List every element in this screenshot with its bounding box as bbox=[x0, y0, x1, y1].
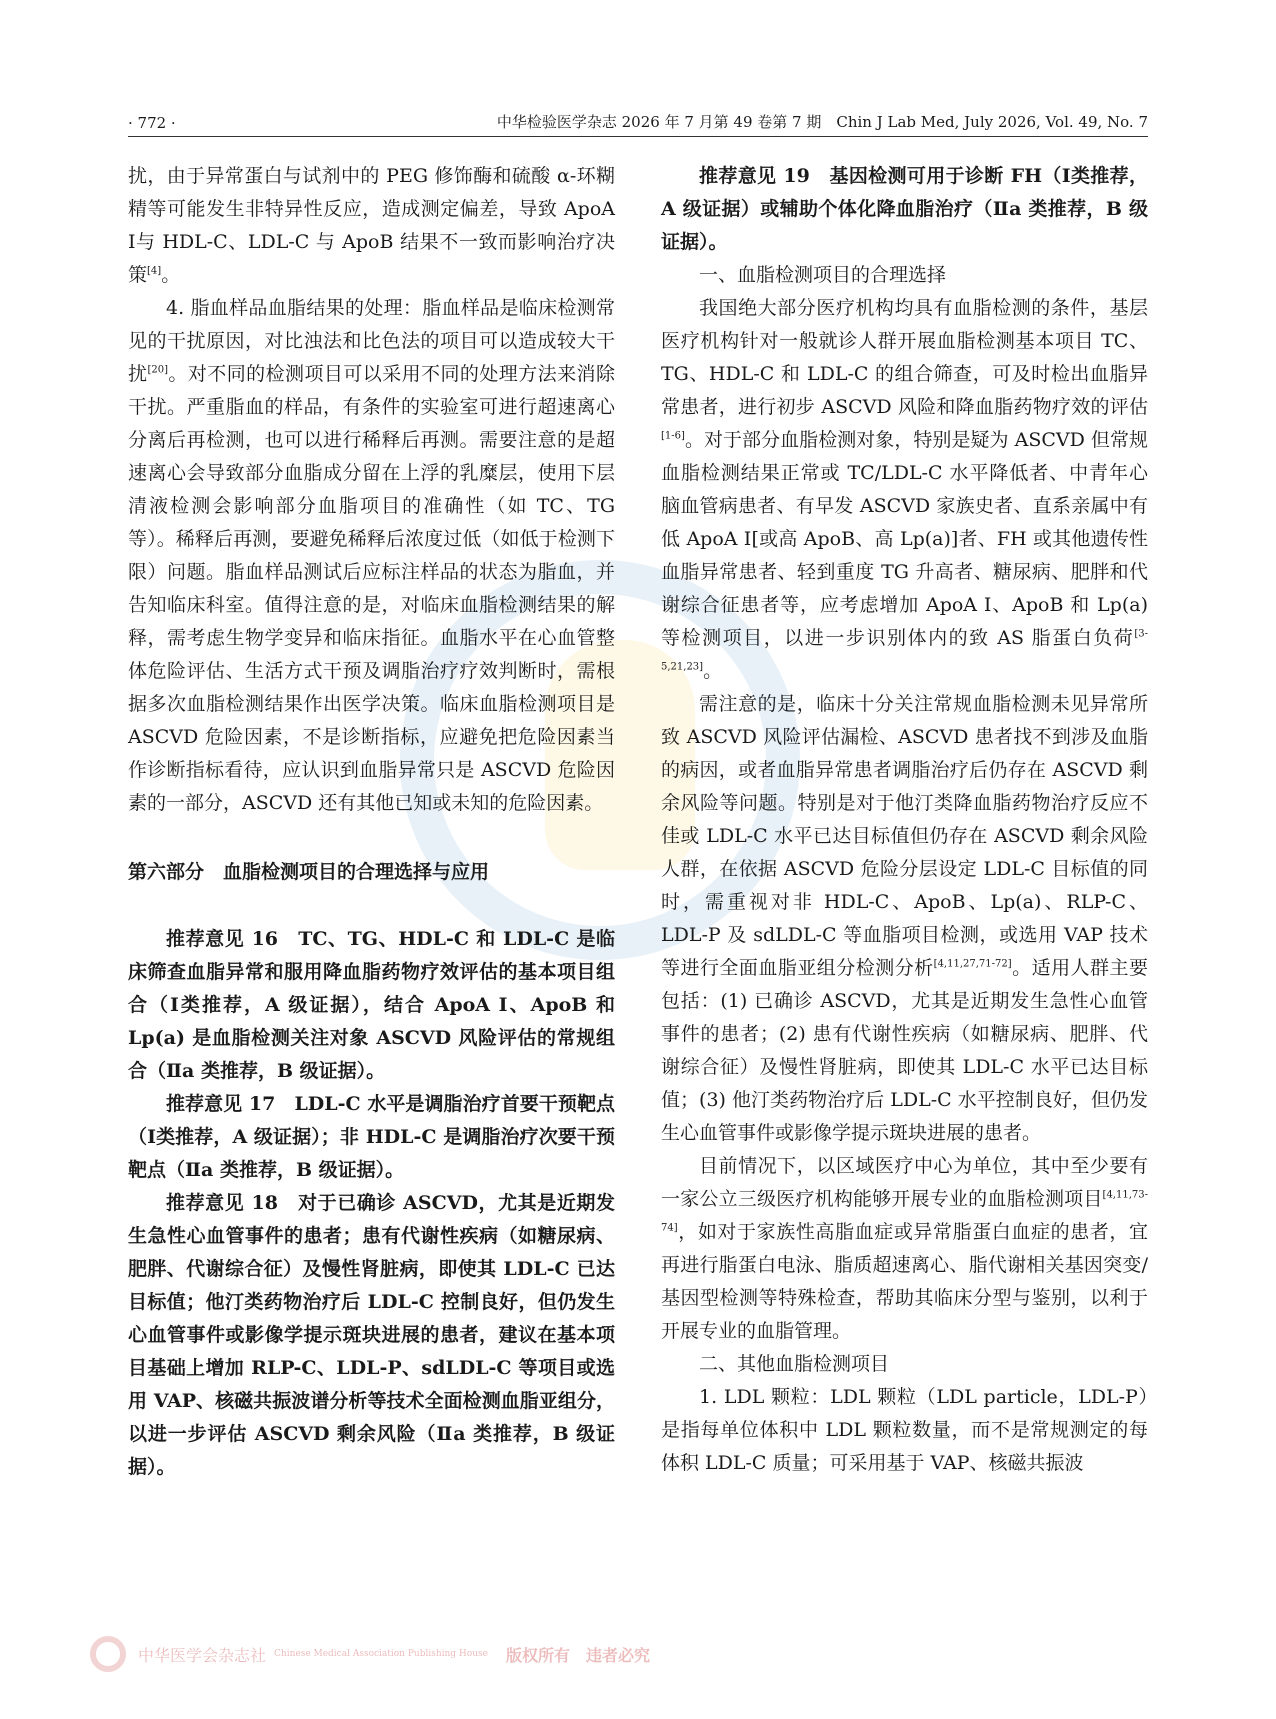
paragraph: 我国绝大部分医疗机构均具有血脂检测的条件，基层医疗机构针对一般就诊人群开展血脂检测基本项目 TC、TG、HDL-C 和 LDL-C 的组合筛查，可及时检出血脂异常患者，进行初步 ASCVD 风险和降血脂药物疗效的评估[1-6]。对于部分血脂检测对象，特别是疑为 ASCVD 但常规血脂检测结果正常或 TC/LDL-C 水平降低者、中青年心脑血管病患者、有早发 ASCVD 家族史者、直系亲属中有低 ApoA Ⅰ[或高 ApoB、高 Lp(a)]者、FH 或其他遗传性血脂异常患者、轻到重度 TG 升高者、糖尿病、肥胖和代谢综合征患者等，应考虑增加 ApoA Ⅰ、ApoB 和 Lp(a) 等检测项目，以进一步识别体内的致 AS 脂蛋白负荷[3-5,21,23]。 bbox=[661, 297, 1148, 682]
recommendation-17: 推荐意见 17 LDL-C 水平是调脂治疗首要干预靶点（Ⅰ类推荐，A 级证据）；非 HDL-C 是调脂治疗次要干预靶点（Ⅱa 类推荐，B 级证据）。 bbox=[128, 1093, 615, 1181]
reference-marker[interactable]: [20] bbox=[147, 364, 168, 376]
paragraph: 目前情况下，以区域医疗中心为单位，其中至少要有一家公立三级医疗机构能够开展专业的血脂检测项目[4,11,73-74]，如对于家族性高脂血症或异常脂蛋白血症的患者，宜再进行脂蛋白电泳、脂质超速离心、脂代谢相关基因突变/基因型检测等特殊检查，帮助其临床分型与鉴别，以利于开展专业的血脂管理。 bbox=[661, 1155, 1148, 1342]
reference-marker[interactable]: [3-5,21,23] bbox=[661, 628, 1148, 673]
reference-marker[interactable]: [4,11,27,71-72] bbox=[933, 958, 1012, 970]
paragraph: 1. LDL 颗粒：LDL 颗粒（LDL particle，LDL-P）是指每单位体积中 LDL 颗粒数量，而不是常规测定的每体积 LDL-C 质量；可采用基于 VAP、核磁共振波 bbox=[661, 1386, 1148, 1474]
reference-marker[interactable]: [4,11,73-74] bbox=[661, 1189, 1148, 1234]
left-column bbox=[128, 160, 615, 1484]
reference-marker[interactable]: [4] bbox=[147, 265, 162, 277]
publisher-name: 中华医学会杂志社 bbox=[138, 1645, 267, 1665]
recommendation-18: 推荐意见 18 对于已确诊 ASCVD，尤其是近期发生急性心血管事件的患者；患有代谢性疾病（如糖尿病、肥胖、代谢综合征）及慢性肾脏病，即使其 LDL-C 已达目标值；他汀类药物治疗后 LDL-C 控制良好，但仍发生心血管事件或影像学提示斑块进展的患者，建议在基本项目基础上增加 RLP-C、LDL-P、sdLDL-C 等项目或选用 VAP、核磁共振波谱分析等技术全面检测血脂亚组分，以进一步评估 ASCVD 剩余风险（Ⅱa 类推荐，B 级证据）。 bbox=[128, 1192, 615, 1478]
right-column bbox=[661, 160, 1148, 1480]
subsection-heading: 一、血脂检测项目的合理选择 bbox=[699, 264, 947, 286]
reference-marker[interactable]: [1-6] bbox=[661, 430, 685, 442]
publisher-logo-icon bbox=[90, 1636, 126, 1672]
subsection-heading: 二、其他血脂检测项目 bbox=[699, 1353, 890, 1375]
copyright-tagline: 版权所有 违者必究 bbox=[505, 1645, 650, 1665]
running-header bbox=[128, 104, 1148, 137]
paragraph: 扰，由于异常蛋白与试剂中的 PEG 修饰酶和硫酸 α-环糊精等可能发生非特异性反应，造成测定偏差，导致 ApoA Ⅰ与 HDL-C、LDL-C 与 ApoB 结果不一致而影响治疗决策[4]。 bbox=[128, 165, 615, 286]
paragraph: 需注意的是，临床十分关注常规血脂检测未见异常所致 ASCVD 风险评估漏检、ASCVD 患者找不到涉及血脂的病因，或者血脂异常患者调脂治疗后仍存在 ASCVD 剩余风险等问题。特别是对于他汀类降血脂药物治疗反应不佳或 LDL-C 水平已达目标值但仍存在 ASCVD 剩余风险人群，在依据 ASCVD 危险分层设定 LDL-C 目标值的同时，需重视对非 HDL-C、ApoB、Lp(a)、RLP-C、LDL-P 及 sdLDL-C 等血脂项目检测，或选用 VAP 技术等进行全面血脂亚组分检测分析[4,11,27,71-72]。适用人群主要包括：(1) 已确诊 ASCVD，尤其是近期发生急性心血管事件的患者；(2) 患有代谢性疾病（如糖尿病、肥胖、代谢综合征）及慢性肾脏病，即使其 LDL-C 水平已达目标值；(3) 他汀类药物治疗后 LDL-C 水平控制良好，但仍发生心血管事件或影像学提示斑块进展的患者。 bbox=[661, 693, 1148, 1144]
publisher-watermark bbox=[90, 1636, 650, 1672]
section-heading: 第六部分 血脂检测项目的合理选择与应用 bbox=[128, 861, 490, 883]
recommendation-19: 推荐意见 19 基因检测可用于诊断 FH（Ⅰ类推荐，A 级证据）或辅助个体化降血脂治疗（Ⅱa 类推荐，B 级证据）。 bbox=[661, 165, 1148, 253]
paragraph: 4. 脂血样品血脂结果的处理：脂血样品是临床检测常见的干扰原因，对比浊法和比色法的项目可以造成较大干扰[20]。对不同的检测项目可以采用不同的处理方法来消除干扰。严重脂血的样品，有条件的实验室可进行超速离心分离后再检测，也可以进行稀释后再测。需要注意的是超速离心会导致部分血脂成分留在上浮的乳糜层，使用下层清液检测会影响部分血脂项目的准确性（如 TC、TG 等）。稀释后再测，要避免稀释后浓度过低（如低于检测下限）问题。脂血样品测试后应标注样品的状态为脂血，并告知临床科室。值得注意的是，对临床血脂检测结果的解释，需考虑生物学变异和临床指征。血脂水平在心血管整体危险评估、生活方式干预及调脂治疗疗效判断时，需根据多次血脂检测结果作出医学决策。临床血脂检测项目是 ASCVD 危险因素，不是诊断指标，应避免把危险因素当作诊断指标看待，应认识到血脂异常只是 ASCVD 危险因素的一部分，ASCVD 还有其他已知或未知的危险因素。 bbox=[128, 297, 615, 814]
page-number: · 772 · bbox=[128, 114, 176, 132]
publisher-name-en: Chinese Medical Association Publishing House bbox=[274, 1649, 488, 1659]
journal-citation: 中华检验医学杂志 2026 年 7 月第 49 卷第 7 期 Chin J Lab Med, July 2026, Vol. 49, No. 7 bbox=[496, 113, 1148, 131]
recommendation-16: 推荐意见 16 TC、TG、HDL-C 和 LDL-C 是临床筛查血脂异常和服用降血脂药物疗效评估的基本项目组合（Ⅰ类推荐，A 级证据），结合 ApoA Ⅰ、ApoB 和 Lp(a) 是血脂检测关注对象 ASCVD 风险评估的常规组合（Ⅱa 类推荐，B 级证据）。 bbox=[128, 928, 615, 1082]
